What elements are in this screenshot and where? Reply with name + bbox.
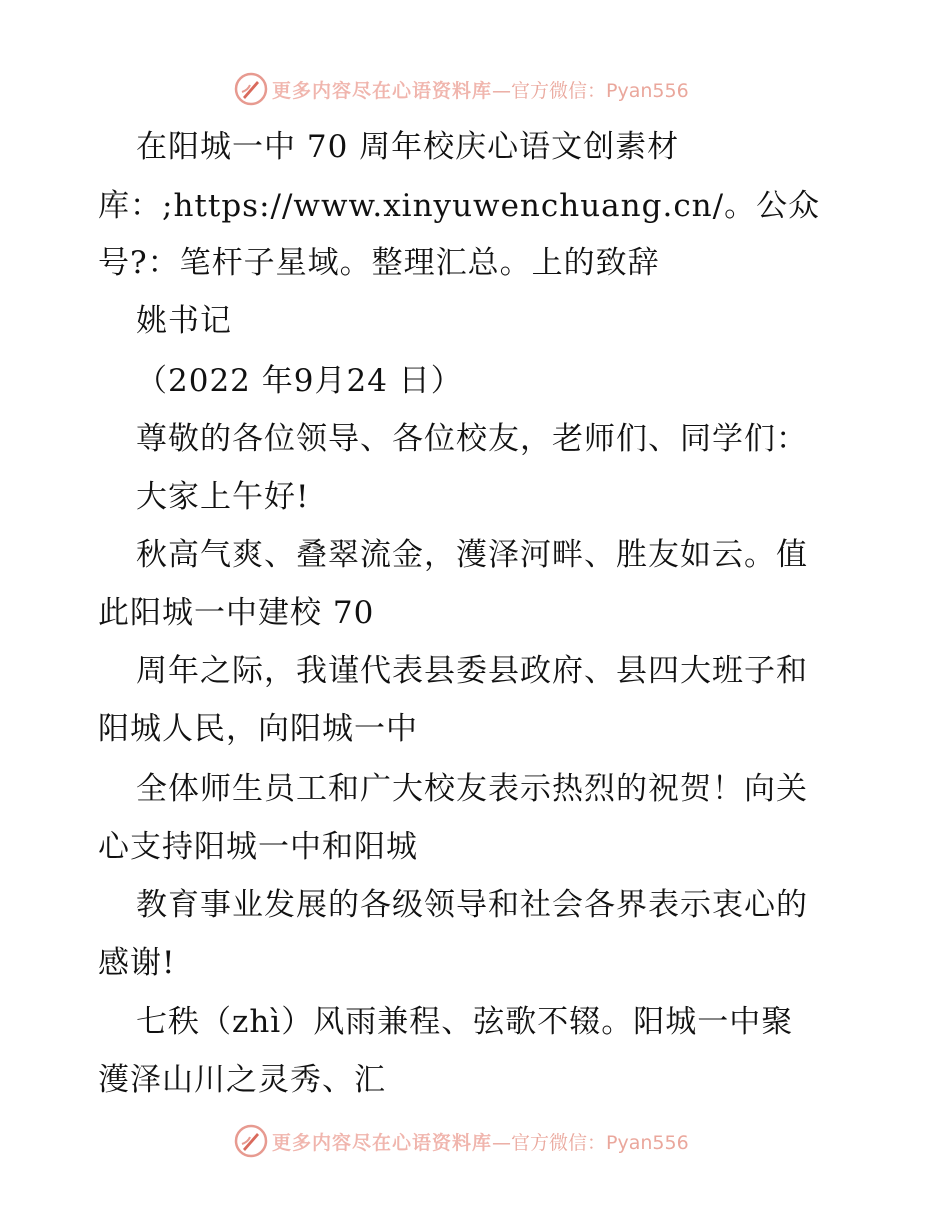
paragraph-line: 周年之际，我谨代表县委县政府、县四大班子和 [136, 653, 808, 689]
watermark-header [234, 72, 689, 106]
watermark-footer [234, 1124, 689, 1158]
date-line: （2022 年9月24 日） [136, 363, 463, 399]
paragraph-line: 濩泽山川之灵秀、汇 [98, 1062, 386, 1098]
paragraph-line: 全体师生员工和广大校友表示热烈的祝贺！向关 [136, 771, 808, 807]
feather-pen-badge-icon [234, 1124, 268, 1158]
salutation-line: 尊敬的各位领导、各位校友，老师们、同学们： [136, 421, 808, 457]
paragraph-line: 秋高气爽、叠翠流金，濩泽河畔、胜友如云。值 [136, 537, 808, 573]
paragraph-line: 号?：笔杆子星域。整理汇总。上的致辞 [98, 245, 660, 281]
author-line: 姚书记 [136, 303, 232, 339]
greeting-line: 大家上午好! [136, 479, 310, 515]
paragraph-line: 在阳城一中 70 周年校庆心语文创素材 [136, 129, 680, 165]
paragraph-line: 七秩（zhì）风雨兼程、弦歌不辍。阳城一中聚 [136, 1004, 794, 1040]
paragraph-line: 教育事业发展的各级领导和社会各界表示衷心的 [136, 887, 808, 923]
watermark-text: 更多内容尽在心语资料库—官方微信：Pyan556 [272, 1131, 689, 1154]
paragraph-line: 阳城人民，向阳城一中 [98, 711, 418, 747]
watermark-text: 更多内容尽在心语资料库—官方微信：Pyan556 [272, 79, 689, 102]
feather-pen-badge-icon [234, 72, 268, 106]
paragraph-line: 库：;https://www.xinyuwenchuang.cn/。公众 [98, 188, 821, 224]
paragraph-line: 心支持阳城一中和阳城 [98, 829, 418, 865]
paragraph-line: 感谢! [98, 945, 176, 981]
paragraph-line: 此阳城一中建校 70 [98, 595, 375, 631]
